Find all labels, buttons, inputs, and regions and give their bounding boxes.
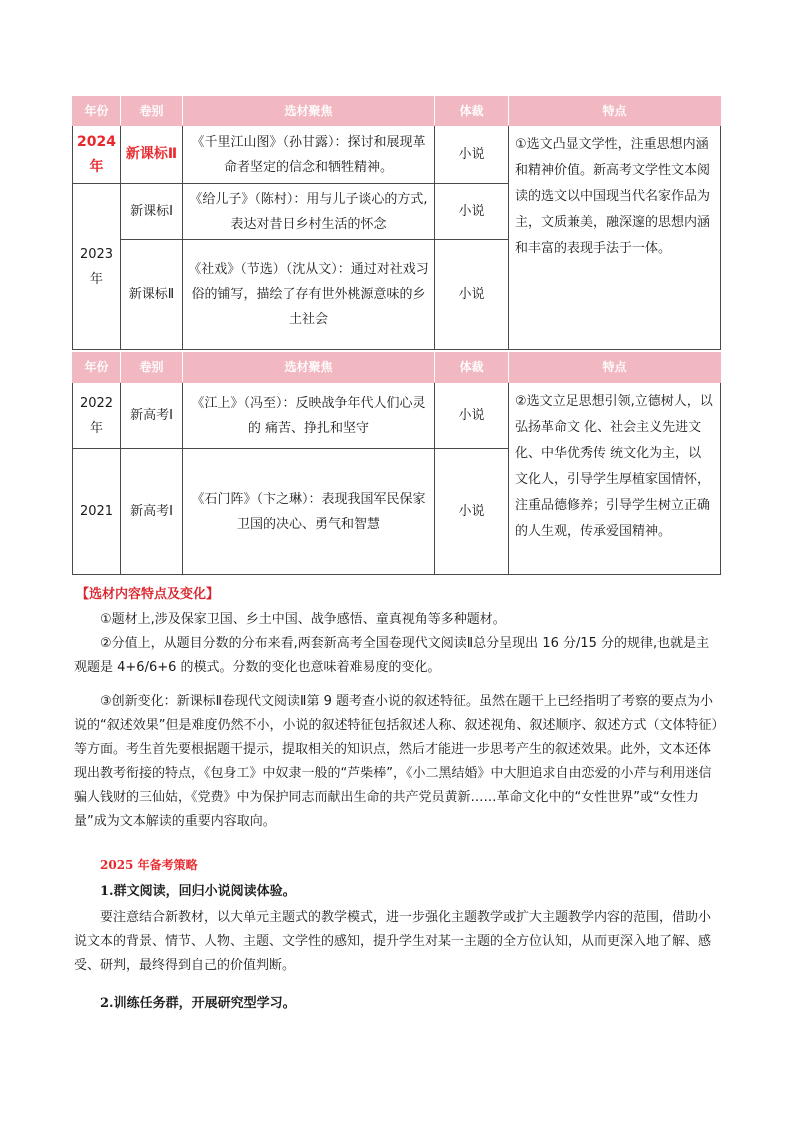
section-title: 【选材内容特点及变化】 <box>76 587 220 602</box>
header-paper: 卷别 <box>121 97 183 126</box>
header-feature: 特点 <box>509 353 721 383</box>
cell-paper: 新课标Ⅱ <box>121 240 183 350</box>
cell-focus: 《给儿子》（陈村）：用与儿子谈心的方式, 表达对昔日乡村生活的怀念 <box>183 184 435 240</box>
cell-focus: 《社戏》（节选）（沈从文）：通过对社戏习俗的铺写，描绘了存有世外桃源意味的乡土社会 <box>183 240 435 350</box>
strategy-title: 2025 年备考策略 <box>100 858 198 872</box>
header-feature: 特点 <box>509 97 721 126</box>
cell-genre: 小说 <box>435 449 509 575</box>
cell-genre: 小说 <box>435 126 509 184</box>
cell-paper: 新课标Ⅰ <box>121 184 183 240</box>
cell-year: 2021 <box>73 449 121 575</box>
cell-paper: 新高考Ⅰ <box>121 383 183 449</box>
selection-table-2021-2022 <box>72 352 721 575</box>
header-year: 年份 <box>73 353 121 383</box>
cell-genre: 小说 <box>435 383 509 449</box>
strategy-1-text: 要注意结合新教材，以大单元主题式的教学模式，进一步强化主题教学或扩大主题教学内容的范围，借助小说文本的背景、情节、人物、主题、文学性的感知，提升学生对某一主题的全方位认知，从而更深入地了解、感受、研判，最终得到自己的价值判断。 <box>74 910 712 973</box>
cell-genre: 小说 <box>435 184 509 240</box>
cell-feature: ①选文凸显文学性，注重思想内涵和精神价值。新高考文学性文本阅读的选文以中国现当代名家作品为主，文质兼美，融深邃的思想内涵和丰富的表现手法于一体。 <box>509 126 721 350</box>
strategy-2-title: 2.训练任务群，开展研究型学习。 <box>100 996 296 1011</box>
cell-year: 2023年 <box>73 184 121 350</box>
header-year: 年份 <box>73 97 121 126</box>
header-genre: 体裁 <box>435 97 509 126</box>
cell-feature: ②选文立足思想引领,立德树人，以弘扬革命文 化、社会主义先进文化、中华优秀传 统文化为主，以文化人，引导学生厚植家国情怀，注重品德修养；引导学生树立正确的人生观，传承爱国精神。 <box>509 383 721 575</box>
paragraph-1: ①题材上,涉及保家卫国、乡土中国、战争感悟、童真视角等多种题材。 <box>100 612 506 627</box>
header-paper: 卷别 <box>121 353 183 383</box>
cell-paper: 新高考Ⅰ <box>121 449 183 575</box>
header-focus: 选材聚焦 <box>183 353 435 383</box>
cell-focus: 《千里江山图》（孙甘露）：探讨和展现革命者坚定的信念和牺牲精神。 <box>183 126 435 184</box>
cell-year: 2024年 <box>73 126 121 184</box>
cell-focus: 《石门阵》（卞之琳）：表现我国军民保家卫国的决心、勇气和智慧 <box>183 449 435 575</box>
selection-table-2023-2024 <box>72 96 721 350</box>
cell-focus: 《江上》（冯至）：反映战争年代人们心灵的 痛苦、挣扎和坚守 <box>183 383 435 449</box>
cell-year: 2022年 <box>73 383 121 449</box>
cell-genre: 小说 <box>435 240 509 350</box>
header-focus: 选材聚焦 <box>183 97 435 126</box>
paragraph-2: ②分值上，从题目分数的分布来看,两套新高考全国卷现代文阅读Ⅱ总分呈现出 16 分/15 分的规律,也就是主观题是 4+6/6+6 的模式。分数的变化也意味着难易度的变化。 <box>74 636 710 675</box>
strategy-1-title: 1.群文阅读，回归小说阅读体验。 <box>100 884 296 899</box>
paragraph-3: ③创新变化：新课标Ⅱ卷现代文阅读Ⅱ第 9 题考查小说的叙述特征。虽然在题干上已经指明了考察的要点为小说的“叙述效果”但是难度仍然不小，小说的叙述特征包括叙述人称、叙述视角、叙述顺序、叙述方式（文体特征）等方面。考生首先要根据题干提示，提取相关的知识点，然后才能进一步思考产生的叙述效果。此外，文本还体现出教考衔接的特点，《包身工》中奴隶一般的“芦柴棒”，《小二黑结婚》中大胆追求自由恋爱的小芹与利用迷信骗人钱财的三仙姑，《党费》中为保护同志而献出生命的共产党员黄新……革命文化中的“女性世界”或“女性力量”成为文本解读的重要内容取向。 <box>74 694 718 829</box>
cell-paper: 新课标Ⅱ <box>121 126 183 184</box>
header-genre: 体裁 <box>435 353 509 383</box>
